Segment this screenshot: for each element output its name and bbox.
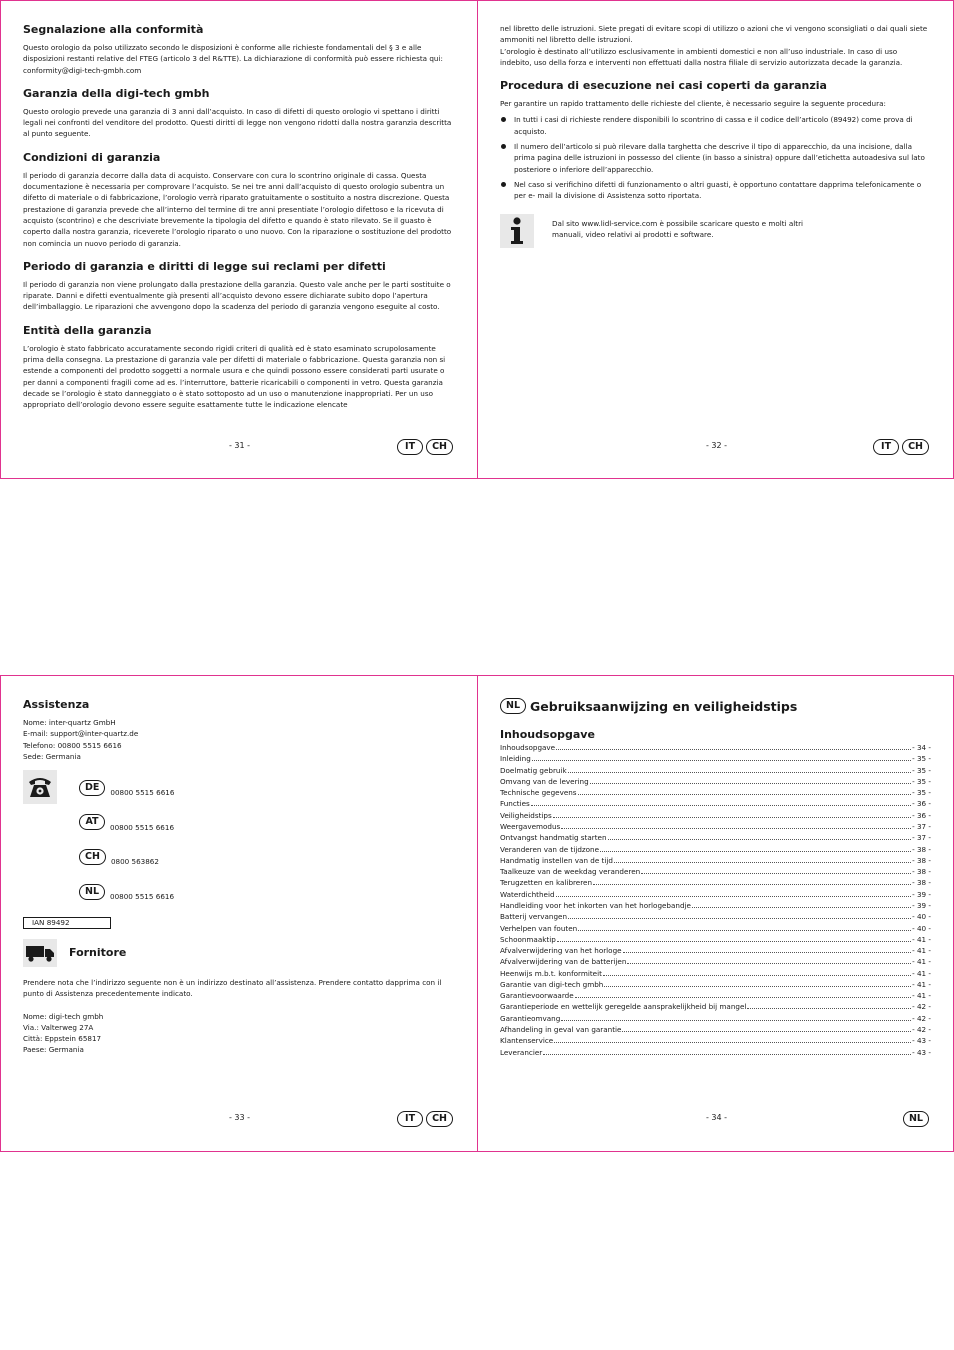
contact-line: Telefono: 00800 5515 6616 [23, 740, 122, 750]
toc-leader-dots [575, 990, 911, 998]
manual-page-34 [477, 675, 954, 1152]
toc-leader-dots [531, 798, 911, 806]
toc-entry [500, 889, 931, 900]
language-badges [397, 439, 453, 455]
procedure-title: Procedura di esecuzione nei casi coperti da garanzia [500, 79, 827, 93]
toc-entry-page: - 43 - [912, 1047, 931, 1057]
toc-leader-dots [608, 832, 912, 840]
toc-entry [500, 1001, 931, 1012]
toc-entry-label: Batterij vervangen [500, 912, 568, 922]
toc-entry-page: - 34 - [912, 743, 931, 752]
supplier-line: Città: Eppstein 65817 [23, 1034, 102, 1044]
toc-entry [500, 866, 931, 877]
supplier-line: Paese: Germania [23, 1045, 84, 1055]
page-32-content [500, 23, 931, 248]
manual-page-32 [477, 0, 954, 479]
toc-entry-page: - 43 - [912, 1036, 931, 1046]
toc-entry-label: Leverancier [500, 1047, 543, 1057]
phone-number: 00800 5515 6616 [110, 788, 175, 798]
hotline-list [23, 770, 455, 909]
toc-entry-label: Garantieomvang [500, 1013, 561, 1023]
toc-entry-label: Garantie van digi-tech gmbh [500, 979, 604, 989]
toc-entry-label: Technische gegevens [500, 788, 577, 798]
intro-text: nel libretto delle istruzioni. Siete pregati di evitare scopi di utilizzo o azioni che vi vengono sconsigliati o dai quali siete ammoniti nel libretto delle istruzioni. L’orologio è destinato all’utilizzo esclusivamente in ambienti domestici e non all’uso industriale. In caso di uso indebito, uso della forza e interventi non effettuati dalla nostra filiale di servizio autorizzata decade la garanzia. [500, 24, 928, 67]
toc-leader-dots [553, 810, 911, 818]
phone-entry [79, 840, 174, 875]
info-icon [500, 214, 534, 248]
toc-entry-label: Handleiding voor het inkorten van het horlogebandje [500, 900, 691, 910]
country-badge: DE [79, 780, 105, 796]
toc-entry [500, 810, 931, 821]
toc-entry-label: Klantenservice [500, 1036, 554, 1046]
toc-entry-label: Omvang van de levering [500, 776, 589, 786]
toc-entry-label: Terugzetten en kalibreren [500, 878, 593, 888]
toc-entry [500, 1035, 931, 1046]
toc-entry-page: - 38 - [912, 867, 931, 877]
toc-entry [500, 776, 931, 787]
toc-leader-dots [568, 765, 911, 773]
toc-entry-label: Inleiding [500, 754, 531, 764]
toc-entry-label: Waterdichtheid [500, 889, 555, 899]
toc-leader-dots [692, 900, 911, 908]
assistance-title: Assistenza [23, 698, 90, 711]
toc-entry-page: - 41 - [912, 968, 931, 978]
page-34-content [500, 698, 931, 1058]
toc-entry [500, 956, 931, 967]
toc-entry-page: - 40 - [912, 923, 931, 933]
toc-entry [500, 877, 931, 888]
procedure-intro: Per garantire un rapido trattamento delle richieste del cliente, è necessario seguire la seguente procedura: [500, 99, 886, 109]
supplier-line: Nome: digi-tech gmbh [23, 1011, 104, 1021]
language-badge: CH [426, 1111, 453, 1127]
toc-entry [500, 1013, 931, 1024]
toc-leader-dots [590, 776, 911, 784]
toc-leader-dots [600, 844, 911, 852]
page-number: - 31 - [229, 441, 251, 450]
toc-entry-label: Afvalverwijdering van de batterijen [500, 957, 627, 967]
toc-entry [500, 855, 931, 866]
toc-leader-dots [747, 1001, 911, 1009]
toc-entry-label: Functies [500, 799, 530, 809]
toc-entry-label: Weergavemodus [500, 821, 561, 831]
toc-entry-page: - 35 - [912, 776, 931, 786]
toc-entry-label: Doelmatig gebruik [500, 765, 567, 775]
phone-number: 00800 5515 6616 [110, 822, 175, 832]
toc-entry-label: Taalkeuze van de weekdag veranderen [500, 867, 641, 877]
toc-leader-dots [578, 787, 912, 795]
toc-entry [500, 900, 931, 911]
toc-entry-label: Inhoudsopgave [500, 743, 556, 752]
toc-entry-label: Verhelpen van fouten [500, 923, 578, 933]
toc-entry [500, 990, 931, 1001]
section-title: Entità della garanzia [23, 323, 152, 337]
country-badge: NL [79, 884, 105, 900]
country-badge: AT [79, 814, 105, 830]
contact-details [23, 717, 455, 762]
phone-entry [79, 805, 174, 840]
toc-entry [500, 1024, 931, 1035]
toc-leader-dots [568, 911, 911, 919]
language-badge: NL [500, 698, 526, 714]
toc-entry-label: Garantieperiode en wettelijk geregelde aansprakelijkheid bij mangel [500, 1002, 747, 1012]
language-badge: CH [902, 439, 929, 455]
page-number: - 34 - [706, 1113, 728, 1122]
language-badges [903, 1111, 929, 1127]
phone-number: 00800 5515 6616 [110, 892, 175, 902]
toc-entry-page: - 39 - [912, 900, 931, 910]
section-body: Il periodo di garanzia decorre dalla data di acquisto. Conservare con cura lo scontrino originale di cassa. Questa documentazione è necessaria per comprovare l’acquisto. Se nei tre anni dall’acquisto di questo orologio subentra un difetto di materiale o di fabbricazione, l’orologio verrà riparato gratuitamente o sostituito a nostra discrezione. Questa prestazione di garanzia prevede che all’interno del termine di tre anni presentiate l’orologio difettoso e la ricevuta di acquisto (scontrino) e che descriviate brevemente la tipologia del difetto e quando è stato rilevato. Se il guasto è coperto dalla nostra garanzia, riceverete l’orologio riparato o uno nuovo. Con la riparazione o sostituzione del prodotto non comincia un nuovo periodo di garanzia. [23, 170, 452, 248]
toc-entry [500, 923, 931, 934]
telephone-icon [23, 770, 57, 804]
toc-entry-page: - 35 - [912, 788, 931, 798]
toc-entry-label: Afhandeling in geval van garantie [500, 1025, 622, 1035]
contact-line: Nome: inter-quartz GmbH [23, 718, 116, 727]
toc-leader-dots [556, 889, 912, 897]
section-title: Segnalazione alla conformità [23, 23, 204, 36]
list-item: In tutti i casi di richieste rendere disponibili lo scontrino di cassa e il codice dell’articolo (89492) come prova di acquisto. [500, 114, 931, 137]
toc-entry [500, 798, 931, 809]
section-body: Il periodo di garanzia non viene prolungato dalla prestazione della garanzia. Questo vale anche per le parti sostituite o riparate. Danni e difetti eventualmente già presenti all’acquisto devono essere dichiarate subito dopo l’apertura dell’imballaggio. Le riparazioni che avvengono dopo la scadenza del periodo di garanzia vengono eseguite al costo. [23, 279, 451, 312]
toc-leader-dots [614, 855, 911, 863]
toc-entry-page: - 41 - [912, 957, 931, 967]
toc-title: Inhoudsopgave [500, 728, 595, 741]
toc-leader-dots [557, 934, 911, 942]
truck-icon [23, 939, 57, 967]
toc-leader-dots [556, 742, 911, 750]
toc-entry-page: - 39 - [912, 889, 931, 899]
toc-entry [500, 765, 931, 776]
supplier-title: Fornitore [69, 945, 127, 959]
toc-entry-page: - 41 - [912, 934, 931, 944]
supplier-line: Via.: Valterweg 27A [23, 1022, 94, 1032]
language-badge: IT [397, 1111, 423, 1127]
toc-leader-dots [604, 979, 911, 987]
toc-leader-dots [627, 956, 911, 964]
toc-entry [500, 787, 931, 798]
section-title: Periodo di garanzia e diritti di legge sui reclami per difetti [23, 259, 386, 273]
toc-leader-dots [561, 1013, 911, 1021]
toc-leader-dots [554, 1035, 911, 1043]
toc-leader-dots [532, 753, 911, 761]
contact-line: Sede: Germania [23, 751, 81, 761]
toc-entry-page: - 41 - [912, 946, 931, 956]
toc-entry [500, 1047, 931, 1058]
phone-entry [79, 874, 174, 909]
toc-entry-label: Garantievoorwaarde [500, 991, 574, 1001]
toc-leader-dots [603, 968, 911, 976]
toc-entry-page: - 42 - [912, 1025, 931, 1035]
page-33-content [23, 698, 455, 1056]
toc-entry-label: Ontvangst handmatig starten [500, 833, 607, 843]
info-note [500, 214, 931, 248]
chapter-heading [500, 698, 931, 714]
toc-entry [500, 945, 931, 956]
toc-entry-page: - 42 - [912, 1002, 931, 1012]
ian-code: IAN 89492 [23, 917, 111, 929]
toc-entry [500, 753, 931, 764]
toc-entry-page: - 36 - [912, 799, 931, 809]
toc-leader-dots [622, 1024, 911, 1032]
language-badge: IT [873, 439, 899, 455]
page-number: - 33 - [229, 1113, 251, 1122]
toc-entry-label: Handmatig instellen van de tijd [500, 855, 613, 865]
toc-entry-label: Schoonmaaktip [500, 934, 556, 944]
phone-list [79, 770, 174, 909]
list-item: Il numero dell’articolo si può rilevare dalla targhetta che descrive il tipo di apparecchio, da una incisione, dalla prima pagina delle istruzioni in possesso del cliente (in basso a sinistra) oppure dall’etichetta autoadesiva sul lato posteriore o inferiore dell’apparecchio. [500, 141, 931, 175]
toc-entry-label: Veiligheidstips [500, 810, 552, 820]
section-title: Condizioni di garanzia [23, 150, 161, 164]
toc-entry [500, 742, 931, 753]
list-item: Nel caso si verifichino difetti di funzionamento o altri guasti, è opportuno contattare dapprima telefonicamente o per e- mail la divisione di Assistenza sotto riportata. [500, 179, 931, 202]
toc-entry [500, 979, 931, 990]
toc-entry [500, 934, 931, 945]
toc-entry-label: Veranderen van de tijdzone [500, 844, 600, 854]
toc-entry [500, 844, 931, 855]
section-body: Questo orologio prevede una garanzia di 3 anni dall’acquisto. In caso di difetti di questo orologio vi spettano i diritti legali nei confronti del venditore del prodotto. Questi diritti di legge non vengono ridotti dalla nostra garanzia descritta al punto seguente. [23, 106, 452, 139]
toc-entry-page: - 38 - [912, 855, 931, 865]
toc-leader-dots [641, 866, 911, 874]
toc-entry-page: - 35 - [912, 765, 931, 775]
language-badge: IT [397, 439, 423, 455]
procedure-list [500, 114, 931, 201]
toc-entry-page: - 41 - [912, 979, 931, 989]
toc-entry-page: - 37 - [912, 833, 931, 843]
toc-entry-page: - 35 - [912, 754, 931, 764]
contact-line: E-mail: support@inter-quartz.de [23, 729, 139, 739]
toc-leader-dots [561, 821, 911, 829]
manual-page-31 [0, 0, 478, 479]
table-of-contents [500, 742, 931, 1058]
toc-leader-dots [593, 877, 911, 885]
page-31-content [23, 23, 455, 422]
toc-leader-dots [623, 945, 912, 953]
toc-entry-page: - 38 - [912, 844, 931, 854]
toc-leader-dots [578, 923, 911, 931]
toc-entry-page: - 37 - [912, 821, 931, 831]
toc-entry [500, 968, 931, 979]
toc-leader-dots [543, 1047, 911, 1055]
section-body: L’orologio è stato fabbricato accuratamente secondo rigidi criteri di qualità ed è stato esaminato scrupolosamente prima della consegna. La prestazione di garanzia vale per difetti di materiale o fabbricazione. Questa garanzia non si estende a componenti del prodotto soggetti a normale usura e che quindi possono essere considerati parti usurate o per danni a componenti fragili come ad es. l’interruttore, batterie ricaricabili o componenti in vetro. Questa garanzia decade se l’orologio è stato danneggiato o è stato sottoposto ad un uso o manutenzione inappropriati. Per un uso appropriato dell’orologio devono essere seguite esattamente tutte le indicazione elencate [23, 343, 446, 410]
toc-entry-page: - 38 - [912, 878, 931, 888]
toc-entry-label: Heenwijs m.b.t. konformiteit [500, 968, 602, 978]
phone-entry [79, 770, 174, 805]
supplier-header [23, 939, 455, 967]
toc-entry [500, 821, 931, 832]
section-body: Questo orologio da polso utilizzato secondo le disposizioni è conforme alle richieste fondamentali del § 3 e alle disposizioni restanti relative del FTEG (articolo 3 del R&TTE). La dichiarazione di conformità può essere richiesta qui: conformity@digi-tech-gmbh.com [23, 43, 443, 75]
chapter-title: Gebruiksaanwijzing en veiligheidstips [530, 698, 798, 714]
toc-entry-page: - 40 - [912, 912, 931, 922]
language-badges [873, 439, 929, 455]
language-badge: CH [426, 439, 453, 455]
page-number: - 32 - [706, 441, 728, 450]
section-title: Garanzia della digi-tech gmbh [23, 86, 210, 100]
toc-entry-label: Afvalverwijdering van het horloge [500, 946, 622, 956]
language-badge: NL [903, 1111, 929, 1127]
toc-entry-page: - 36 - [912, 810, 931, 820]
toc-entry-page: - 41 - [912, 991, 931, 1001]
info-text: Dal sito www.lidl-service.com è possibile scaricare questo e molti altri manuali, video relativi ai prodotti e software. [552, 218, 804, 239]
toc-entry [500, 832, 931, 843]
manual-page-33 [0, 675, 478, 1152]
toc-entry [500, 911, 931, 922]
country-badge: CH [79, 849, 106, 865]
phone-number: 0800 563862 [110, 857, 159, 867]
language-badges [397, 1111, 453, 1127]
toc-entry-page: - 42 - [912, 1013, 931, 1023]
supplier-note: Prendere nota che l’indirizzo seguente non è un indirizzo destinato all’assistenza. Prendere contatto dapprima con il punto di Assistenza precedentemente indicato. [23, 977, 442, 999]
supplier-details [23, 1011, 455, 1056]
